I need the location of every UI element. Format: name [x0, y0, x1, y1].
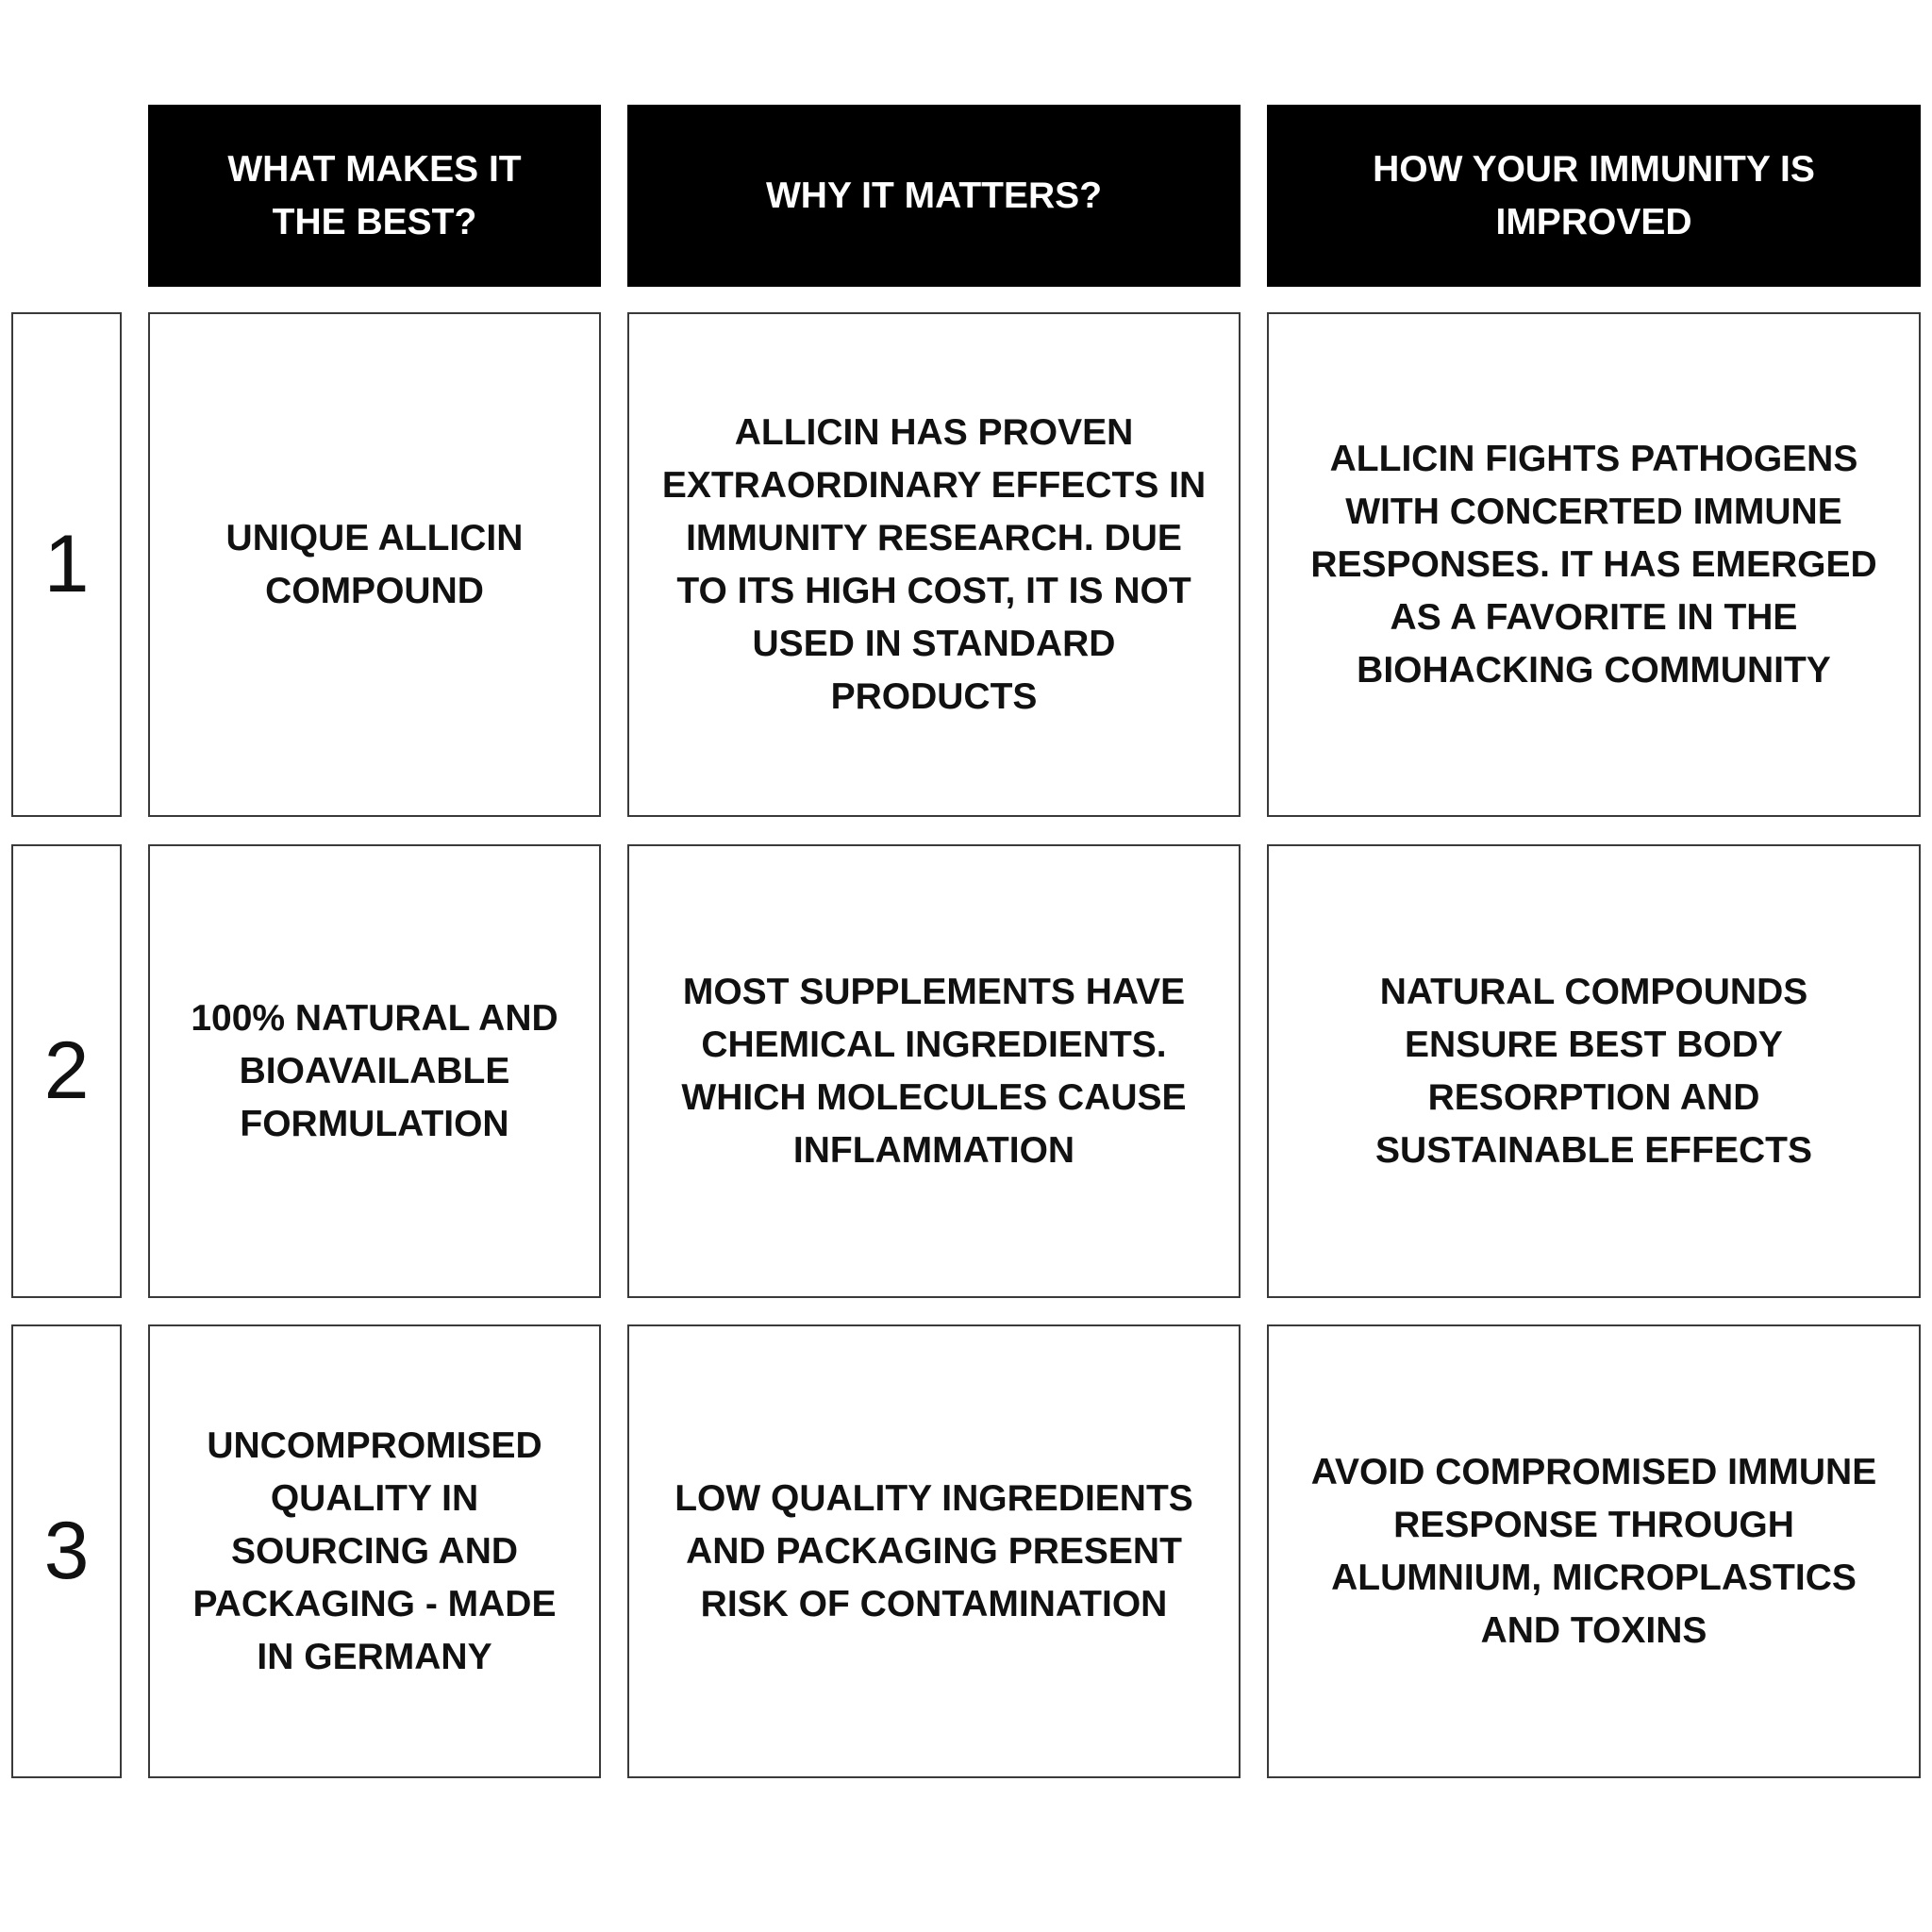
table-cell-improved: AVOID COMPROMISED IMMUNE RESPONSE THROUGH ALUMNIUM, MICROPLASTICS AND TOXINS	[1267, 1324, 1921, 1778]
table-cell-best: 100% NATURAL AND BIOAVAILABLE FORMULATION	[148, 844, 601, 1298]
row-number: 2	[11, 844, 122, 1298]
table-cell-matters: ALLICIN HAS PROVEN EXTRAORDINARY EFFECTS IN IMMUNITY RESEARCH. DUE TO ITS HIGH COST, IT IS NOT USED IN STANDARD PRODUCTS	[627, 312, 1241, 817]
table-cell-best: UNCOMPROMISED QUALITY IN SOURCING AND PACKAGING - MADE IN GERMANY	[148, 1324, 601, 1778]
header-why-it-matters: WHY IT MATTERS?	[627, 105, 1241, 287]
table-cell-matters: MOST SUPPLEMENTS HAVE CHEMICAL INGREDIENTS. WHICH MOLECULES CAUSE INFLAMMATION	[627, 844, 1241, 1298]
row-number: 3	[11, 1324, 122, 1778]
table-cell-best: UNIQUE ALLICIN COMPOUND	[148, 312, 601, 817]
header-what-makes-it-the-best: WHAT MAKES IT THE BEST?	[148, 105, 601, 287]
table-cell-improved: ALLICIN FIGHTS PATHOGENS WITH CONCERTED IMMUNE RESPONSES. IT HAS EMERGED AS A FAVORITE IN THE BIOHACKING COMMUNITY	[1267, 312, 1921, 817]
table-cell-matters: LOW QUALITY INGREDIENTS AND PACKAGING PRESENT RISK OF CONTAMINATION	[627, 1324, 1241, 1778]
table-cell-improved: NATURAL COMPOUNDS ENSURE BEST BODY RESORPTION AND SUSTAINABLE EFFECTS	[1267, 844, 1921, 1298]
header-how-immunity-improved: HOW YOUR IMMUNITY IS IMPROVED	[1267, 105, 1921, 287]
row-number: 1	[11, 312, 122, 817]
